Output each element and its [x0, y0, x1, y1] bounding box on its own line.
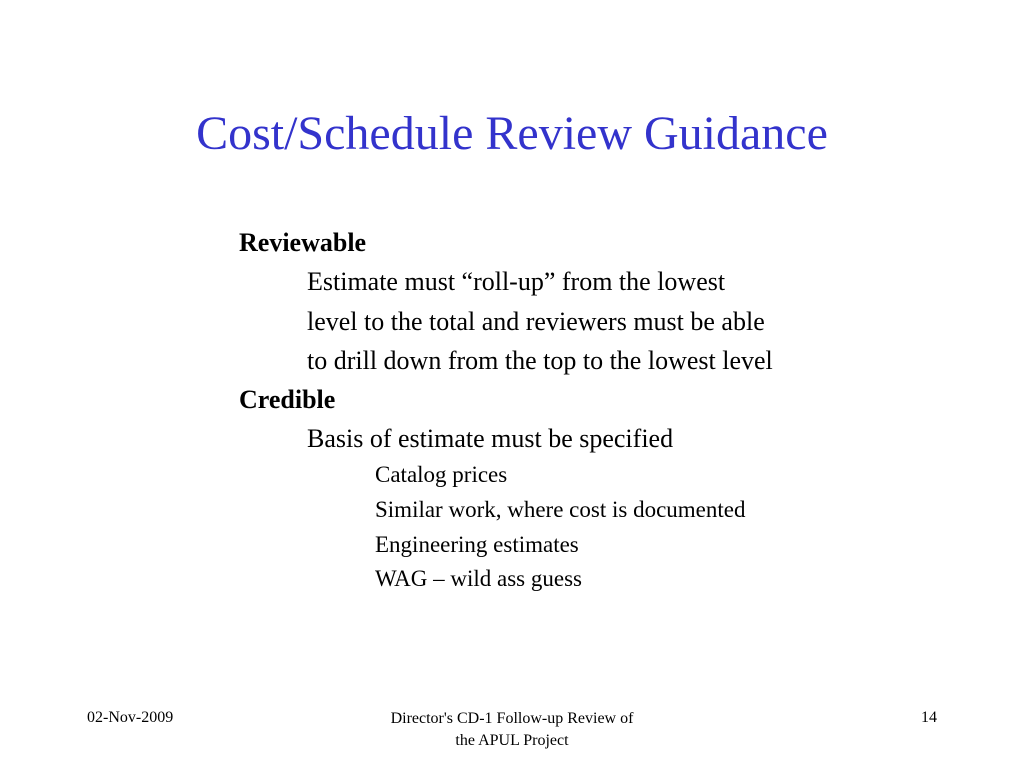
basis-sub-item: WAG – wild ass guess — [375, 566, 582, 591]
footer-presentation-title — [337, 708, 687, 752]
footer-page-number: 14 — [921, 709, 937, 726]
section-heading-credible: Credible — [239, 385, 336, 414]
footer-date: 02-Nov-2009 — [87, 709, 174, 726]
basis-sub-item: Engineering estimates — [375, 532, 579, 557]
section-heading-reviewable: Reviewable — [239, 228, 367, 257]
footer-title-line: Director's CD-1 Follow-up Review of — [390, 710, 634, 727]
reviewable-text-line: Estimate must “roll-up” from the lowest — [307, 267, 726, 296]
slide-title: Cost/Schedule Review Guidance — [196, 107, 828, 160]
reviewable-text-line: level to the total and reviewers must be able — [307, 307, 765, 336]
basis-sub-item: Catalog prices — [375, 462, 508, 487]
basis-sub-item: Similar work, where cost is documented — [375, 497, 746, 522]
footer-title-line: the APUL Project — [455, 732, 569, 749]
reviewable-text-line: to drill down from the top to the lowest level — [307, 346, 773, 375]
credible-text-line: Basis of estimate must be specified — [307, 424, 674, 453]
